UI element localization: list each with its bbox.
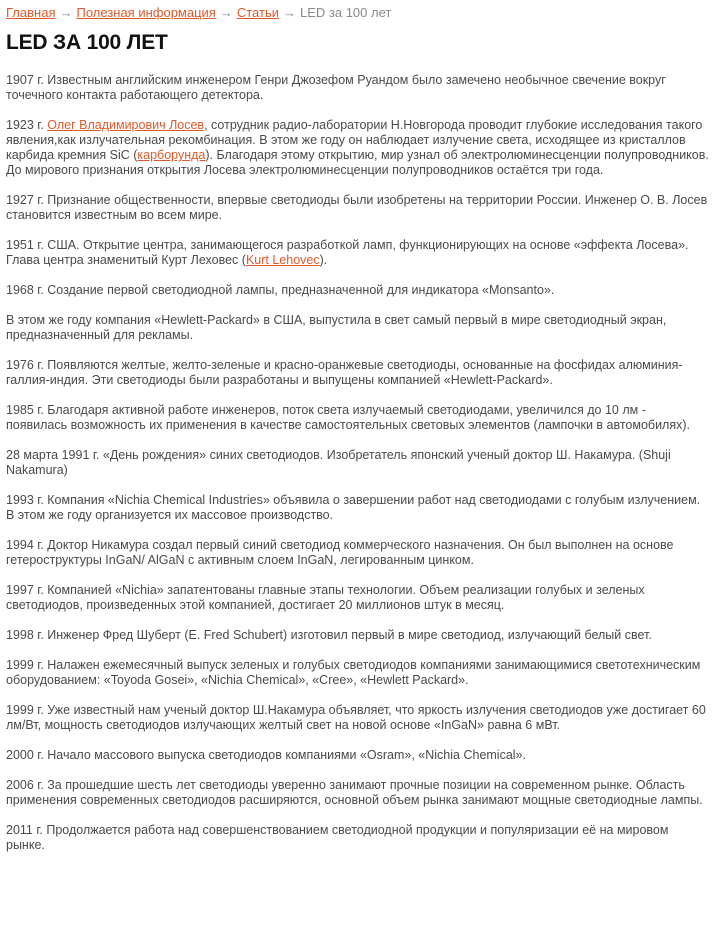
article-paragraph	[6, 313, 709, 343]
paragraph-text: 1985 г. Благодаря активной работе инженеров, поток света излучаемый светодиодами, увеличился до 10 лм - появилась возможность их применения в качестве самостоятельных световых элементов (лампочки в автомобилях).	[6, 403, 691, 432]
paragraph-text: 1999 г. Уже известный нам ученый доктор Ш.Накамура объявляет, что яркость излучения светодиодов уже достигает 60 лм/Вт, мощность светодиодов излучающих желтый свет на новой основе «InGaN» равна 6 мВт.	[6, 703, 706, 732]
article-paragraph	[6, 193, 709, 223]
paragraph-text: ). Благодаря этому открытию, мир узнал об электролюминесценции полупроводников. До мирового признания открытия Лосева электролюминесценции полупроводников остаётся три года.	[6, 148, 709, 177]
article-paragraph	[6, 403, 709, 433]
article-paragraph	[6, 73, 709, 103]
article-paragraph	[6, 283, 709, 298]
paragraph-text: 2006 г. За прошедшие шесть лет светодиоды уверенно занимают прочные позиции на современном рынке. Область применения современных светодиодов расширяются, основной объем рынка занимают мощные светодиодные лампы.	[6, 778, 703, 807]
article-paragraph	[6, 748, 709, 763]
article-link[interactable]: Kurt Lehovec	[245, 253, 320, 267]
page-title: LED ЗА 100 ЛЕТ	[6, 31, 168, 54]
article-paragraph	[6, 823, 709, 853]
article-paragraph	[6, 238, 709, 268]
paragraph-text: , сотрудник радио-лаборатории Н.Новгорода проводит глубокие исследования такого явления,как излучательная рекомбинация. В этом же году он наблюдает излучение света, исходящее из кристаллов карбида кремния SiC (	[6, 118, 703, 162]
breadcrumb-link[interactable]: Полезная информация	[76, 5, 216, 20]
article-paragraph	[6, 118, 709, 178]
breadcrumb-current: LED за 100 лет	[299, 5, 392, 20]
paragraph-text: 1927 г. Признание общественности, впервые светодиоды были изобретены на территории России. Инженер О. В. Лосев становится известным во всем мире.	[6, 193, 708, 222]
article-paragraph	[6, 658, 709, 688]
article-paragraph	[6, 778, 709, 808]
article-paragraph	[6, 493, 709, 523]
breadcrumb-separator: →	[59, 5, 73, 20]
paragraph-text: ).	[319, 253, 328, 267]
article-body	[6, 73, 709, 853]
article-paragraph	[6, 628, 709, 643]
article-paragraph	[6, 703, 709, 733]
article-link[interactable]: карборунда	[137, 148, 206, 162]
breadcrumb-link[interactable]: Статьи	[236, 5, 279, 20]
paragraph-text: 1998 г. Инженер Фред Шуберт (E. Fred Schubert) изготовил первый в мире светодиод, излучающий белый свет.	[6, 628, 652, 642]
paragraph-text: 1997 г. Компанией «Nichia» запатентованы главные этапы технологии. Объем реализации голубых и зеленых светодиодов, произведенных этой компанией, достигает 20 миллионов штук в месяц.	[6, 583, 645, 612]
article-paragraph	[6, 538, 709, 568]
paragraph-text: 1999 г. Налажен ежемесячный выпуск зеленых и голубых светодиодов компаниями занимающимися светотехническим оборудованием: «Toyoda Gosei», «Nichia Chemical», «Cree», «Hewlett Packard».	[6, 658, 701, 687]
breadcrumb-separator: →	[282, 5, 296, 20]
paragraph-text: 1994 г. Доктор Никамура создал первый синий светодиод коммерческого назначения. Он был выполнен на основе гетероструктуры InGaN/ AlGaN с активным слоем InGaN, легированным цинком.	[6, 538, 674, 567]
article-link[interactable]: Олег Владимирович Лосев	[47, 118, 205, 132]
paragraph-text: 1993 г. Компания «Nichia Chemical Industries» объявила о завершении работ над светодиодами с голубым излучением. В этом же году организуется их массовое производство.	[6, 493, 701, 522]
paragraph-text: 1923 г.	[6, 118, 48, 132]
paragraph-text: 1976 г. Появляются желтые, желто-зеленые и красно-оранжевые светодиоды, основанные на фосфидах алюминия-галлия-индия. Эти светодиоды были разработаны и выпущены компанией «Hewlett-Packard».	[6, 358, 683, 387]
paragraph-text: 1907 г. Известным английским инженером Генри Джозефом Руандом было замечено необычное свечение вокруг точечного контакта работающего детектора.	[6, 73, 666, 102]
breadcrumb-link[interactable]: Главная	[6, 5, 56, 20]
paragraph-text: 1968 г. Создание первой светодиодной лампы, предназначенной для индикатора «Monsanto».	[6, 283, 555, 297]
paragraph-text: 1951 г. США. Открытие центра, занимающегося разработкой ламп, функционирующих на основе «эффекта Лосева». Глава центра знаменитый Курт Леховес (	[6, 238, 689, 267]
breadcrumb	[6, 5, 709, 21]
article-paragraph	[6, 448, 709, 478]
breadcrumb-separator: →	[219, 5, 233, 20]
paragraph-text: 28 марта 1991 г. «День рождения» синих светодиодов. Изобретатель японский ученый доктор Ш. Накамура. (Shuji Nakamura)	[6, 448, 671, 477]
article-paragraph	[6, 583, 709, 613]
paragraph-text: 2011 г. Продолжается работа над совершенствованием светодиодной продукции и популяризации её на мировом рынке.	[6, 823, 669, 852]
article-paragraph	[6, 358, 709, 388]
paragraph-text: 2000 г. Начало массового выпуска светодиодов компаниями «Osram», «Nichia Chemical».	[6, 748, 526, 762]
paragraph-text: В этом же году компания «Hewlett-Packard» в США, выпустила в свет самый первый в мире светодиодный экран, предназначенный для рекламы.	[6, 313, 667, 342]
